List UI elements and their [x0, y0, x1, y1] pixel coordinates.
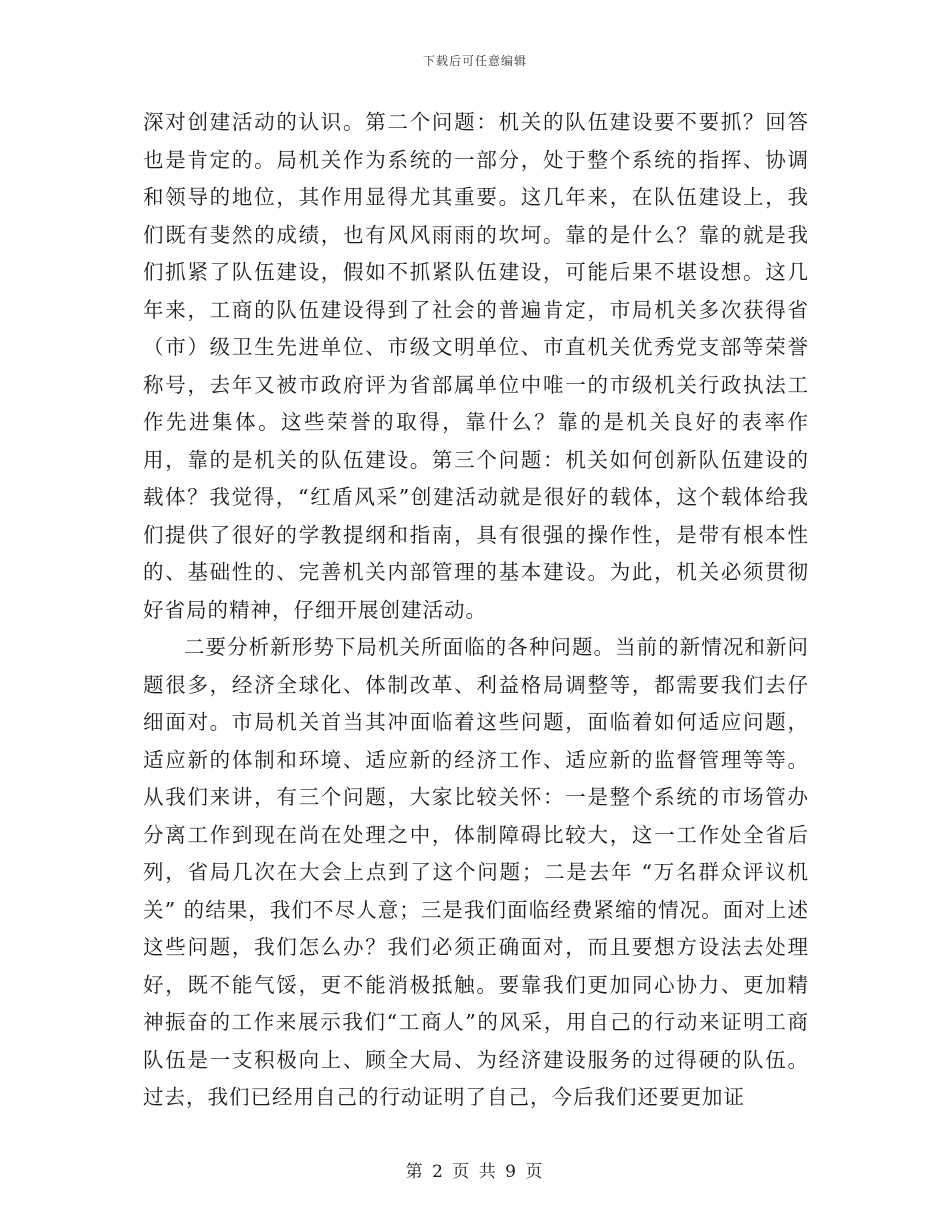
page-number: 第 2 页 共 9 页 [405, 1162, 545, 1182]
document-body [143, 104, 809, 1117]
page-header: 下载后可任意编辑 [422, 54, 527, 68]
paragraph-analysis: 二要分析新形势下局机关所面临的各种问题。当前的新情况和新问题很多，经济全球化、体制改革、利益格局调整等，都需要我们去仔细面对。市局机关首当其冲面临着这些问题，面临着如何适应问题，适应新的体制和环境、适应新的经济工作、适应新的监督管理等等。从我们来讲，有三个问题，大家比较关怀：一是整个系统的市场管办分离工作到现在尚在处理之中，体制障碍比较大，这一工作处全省后列，省局几次在大会上点到了这个问题；二是去年 “万名群众评议机关” 的结果，我们不尽人意；三是我们面临经费紧缩的情况。面对上述这些问题，我们怎么办？我们必须正确面对，而且要想方设法去处理好，既不能气馁，更不能消极抵触。要靠我们更加同心协力、更加精神振奋的工作来展示我们“工商人”的风采，用自己的行动来证明工商队伍是一支积极向上、顾全大局、为经济建设服务的过得硬的队伍。过去，我们已经用自己的行动证明了自己，今后我们还要更加证 [143, 635, 809, 1109]
paragraph-continued: 深对创建活动的认识。第二个问题：机关的队伍建设要不要抓？回答也是肯定的。局机关作为系统的一部分，处于整个系统的指挥、协调和领导的地位，其作用显得尤其重要。这几年来，在队伍建设上，我们既有斐然的成绩，也有风风雨雨的坎坷。靠的是什么？靠的就是我们抓紧了队伍建设，假如不抓紧队伍建设，可能后果不堪设想。这几年来，工商的队伍建设得到了社会的普遍肯定，市局机关多次获得省（市）级卫生先进单位、市级文明单位、市直机关优秀党支部等荣誉称号，去年又被市政府评为省部属单位中唯一的市级机关行政执法工作先进集体。这些荣誉的取得，靠什么？靠的是机关良好的表率作用，靠的是机关的队伍建设。第三个问题：机关如何创新队伍建设的载体？我觉得，“红盾风采”创建活动就是很好的载体，这个载体给我们提供了很好的学教提纲和指南，具有很强的操作性，是带有根本性的、基础性的、完善机关内部管理的基本建设。为此，机关必须贯彻好省局的精神，仔细开展创建活动。 [143, 110, 809, 622]
